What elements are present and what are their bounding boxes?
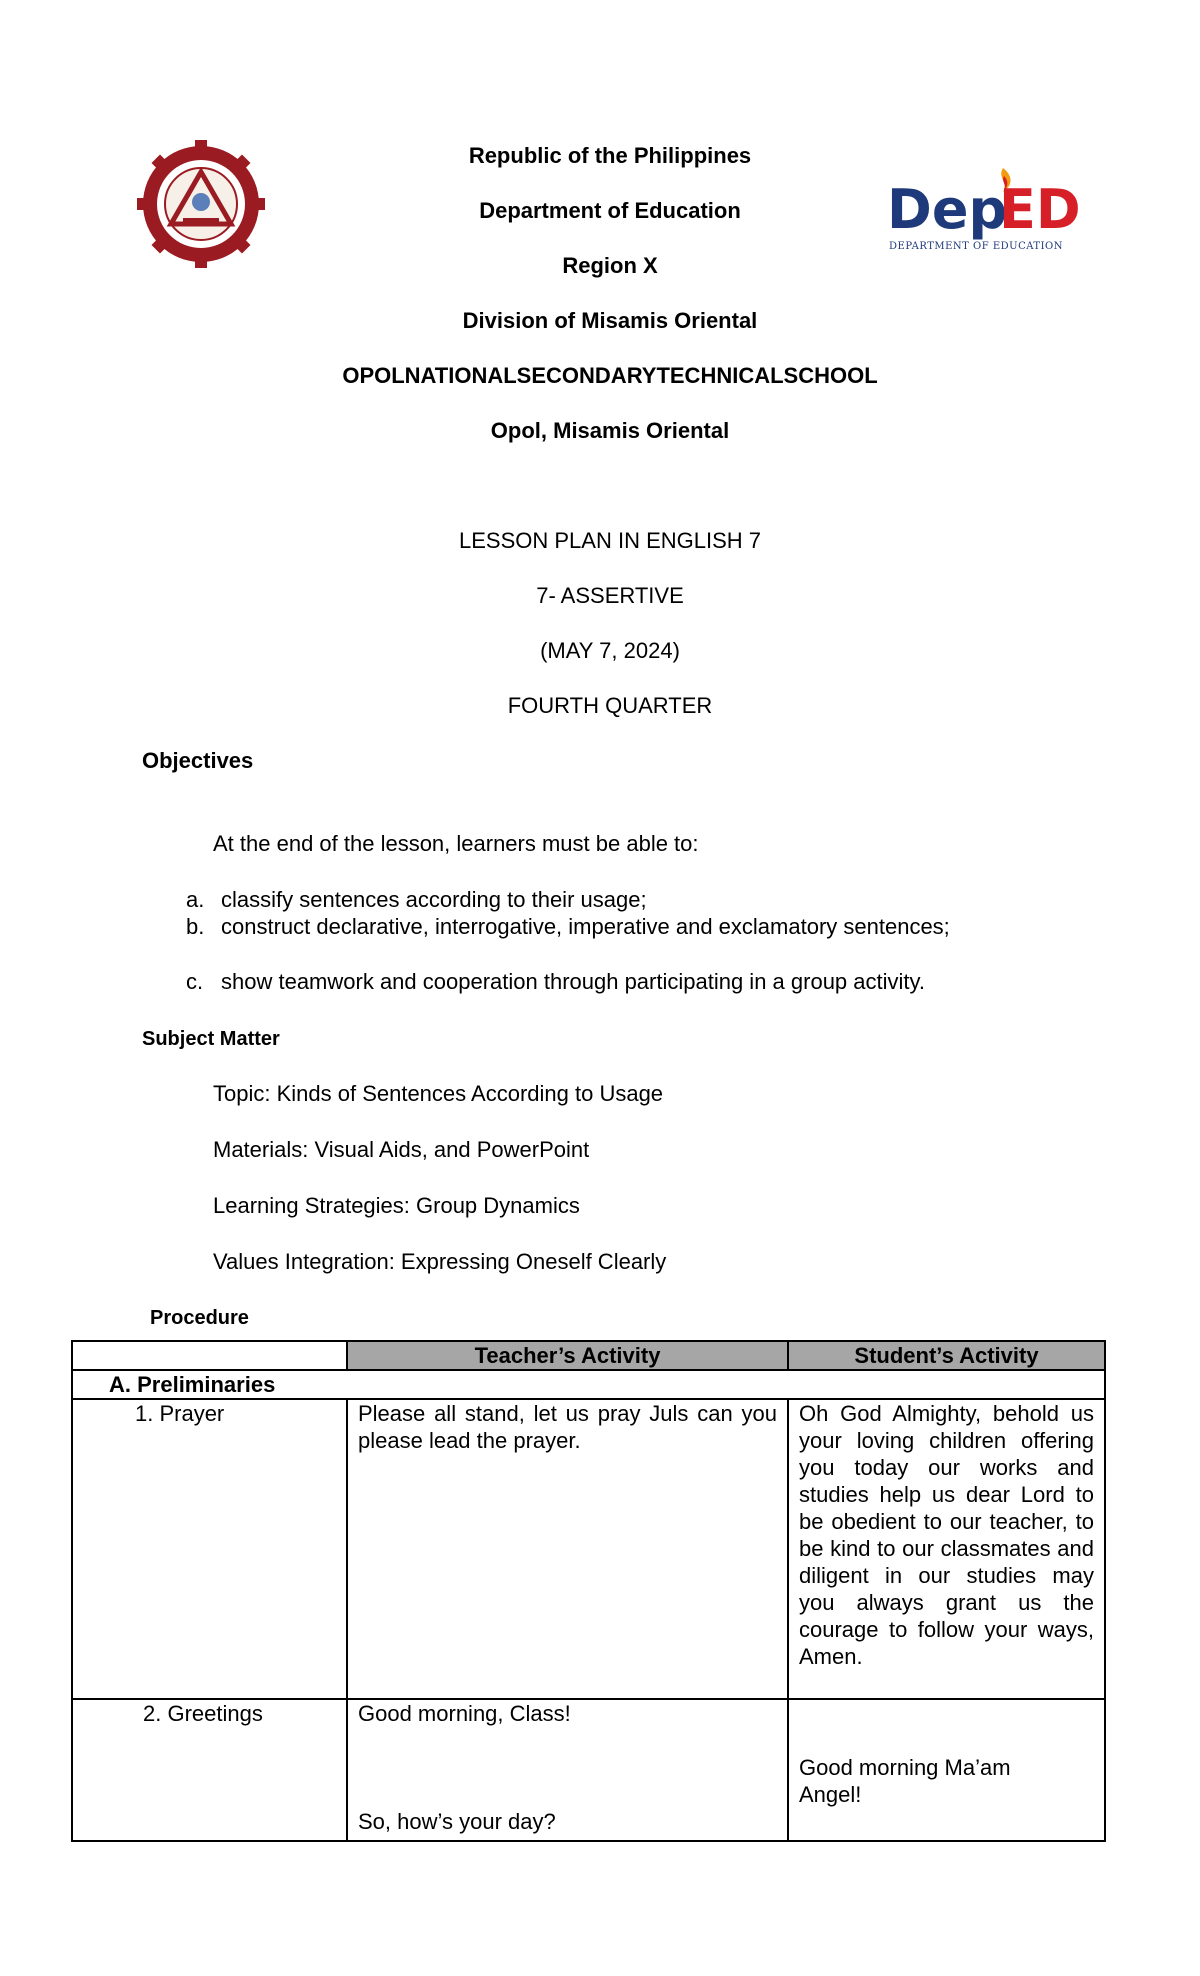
preliminaries-heading: A. Preliminaries — [72, 1370, 1105, 1399]
header-school-address: Opol, Misamis Oriental — [490, 418, 730, 443]
svg-text:ED: ED — [999, 178, 1081, 241]
student-activity-header: Student’s Activity — [788, 1341, 1105, 1370]
greetings-student-cell — [788, 1699, 1105, 1841]
procedure-heading: Procedure — [150, 1307, 249, 1329]
greetings-label: 2. Greetings — [72, 1699, 347, 1841]
subject-topic: Topic: Kinds of Sentences According to Usage — [213, 1081, 664, 1106]
prayer-teacher-cell: Please all stand, let us pray Juls can you please lead the prayer. — [347, 1399, 788, 1699]
quarter: FOURTH QUARTER — [507, 693, 713, 718]
objective-marker: a. — [186, 887, 205, 912]
table-row — [72, 1399, 1105, 1699]
objective-text: show teamwork and cooperation through participating in a group activity. — [221, 969, 925, 994]
objective-text: classify sentences according to their usage; — [221, 887, 647, 912]
greetings-teacher-cell — [347, 1699, 788, 1841]
objective-marker: c. — [186, 969, 204, 994]
subject-matter-heading: Subject Matter — [142, 1028, 280, 1050]
objectives-heading: Objectives — [142, 748, 254, 773]
objective-text: construct declarative, interrogative, imperative and exclamatory sentences; — [221, 914, 950, 939]
prayer-student-cell: Oh God Almighty, behold us your loving children offering you today our works and studies help us dear Lord to be obedient to our teacher, to be kind to our classmates and diligent in our studies may you always grant us the courage to follow your ways, Amen. — [788, 1399, 1105, 1699]
subject-strategies: Learning Strategies: Group Dynamics — [213, 1193, 580, 1218]
header-region: Region X — [562, 253, 658, 278]
objective-marker: b. — [186, 914, 205, 939]
subject-materials: Materials: Visual Aids, and PowerPoint — [213, 1137, 590, 1162]
greetings-teacher-line: So, how’s your day? — [358, 1809, 556, 1834]
objective-item — [186, 968, 925, 996]
header-empty-cell — [72, 1341, 347, 1370]
header-school-name: OPOLNATIONALSECONDARYTECHNICALSCHOOL — [342, 363, 878, 388]
subject-values: Values Integration: Expressing Oneself Clearly — [213, 1249, 667, 1274]
header-department: Department of Education — [479, 198, 741, 223]
prayer-label: 1. Prayer — [72, 1399, 347, 1699]
greetings-student-line: Good morning Ma’am Angel! — [799, 1755, 1011, 1807]
objective-item — [186, 913, 950, 941]
header-division: Division of Misamis Oriental — [462, 308, 758, 333]
objectives-intro: At the end of the lesson, learners must be able to: — [213, 831, 699, 856]
table-row — [72, 1699, 1105, 1841]
teacher-activity-header: Teacher’s Activity — [347, 1341, 788, 1370]
lesson-plan-title: LESSON PLAN IN ENGLISH 7 — [459, 528, 761, 553]
svg-text:DEPARTMENT OF EDUCATION: DEPARTMENT OF EDUCATION — [889, 241, 1063, 252]
table-header-row — [72, 1341, 1105, 1370]
svg-text:Dep: Dep — [887, 178, 1008, 241]
lesson-date: (MAY 7, 2024) — [540, 638, 680, 663]
procedure-table — [71, 1340, 1106, 1842]
objective-item — [186, 886, 647, 914]
header-republic: Republic of the Philippines — [468, 143, 752, 168]
greetings-teacher-line: Good morning, Class! — [358, 1701, 571, 1726]
section-name: 7- ASSERTIVE — [536, 583, 684, 608]
table-row — [72, 1370, 1105, 1399]
